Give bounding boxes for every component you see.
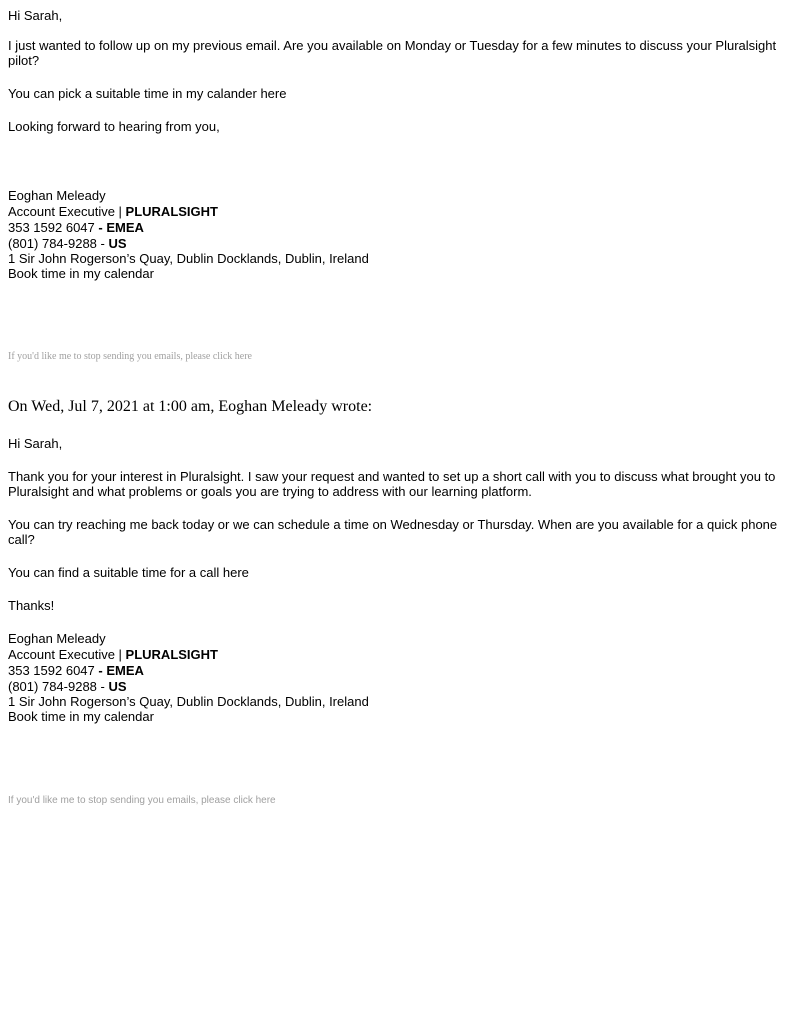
unsubscribe-text: If you'd like me to stop sending you emails, please — [8, 795, 234, 806]
signature-address: 1 Sir John Rogerson’s Quay, Dublin Docklands, Dublin, Ireland — [8, 694, 369, 709]
signature-role: Account Executive | — [8, 204, 126, 219]
signature-phone-us — [8, 236, 792, 251]
signature-calendar — [8, 266, 792, 281]
reply-greeting: Hi Sarah, — [8, 8, 63, 23]
reply-paragraph-2 — [8, 86, 792, 101]
us-label: US — [108, 679, 127, 694]
signature-calendar — [8, 709, 792, 724]
call-here-link[interactable]: here — [222, 565, 249, 580]
original-greeting: Hi Sarah, — [8, 436, 63, 451]
signature-name: Eoghan Meleady — [8, 631, 106, 646]
phone-us-number[interactable]: (801) 784-9288 - — [8, 236, 109, 251]
signature-company: PLURALSIGHT — [125, 204, 218, 219]
original-paragraph-2: You can try reaching me back today or we can schedule a time on Wednesday or Thursday. When are you available for a quick phone call? — [8, 517, 778, 547]
signature-title — [8, 647, 792, 662]
reply-paragraph-1: I just wanted to follow up on my previous email. Are you available on Monday or Tuesday for a few minutes to discuss your Pluralsight pilot? — [8, 38, 777, 68]
us-label: US — [108, 236, 127, 251]
quoted-header: On Wed, Jul 7, 2021 at 1:00 am, Eoghan Meleady wrote: — [8, 398, 373, 415]
signature-name: Eoghan Meleady — [8, 188, 106, 203]
original-paragraph-3-text: You can find a suitable time for a call — [8, 565, 223, 580]
reply-closing: Looking forward to hearing from you, — [8, 119, 220, 134]
original-paragraph-1: Thank you for your interest in Pluralsight. I saw your request and wanted to set up a short call with you to discuss what brought you to Pluralsight and what problems or goals you are trying to address with our learning platform. — [8, 469, 776, 499]
emea-label: - EMEA — [94, 220, 144, 235]
original-closing: Thanks! — [8, 598, 55, 613]
original-paragraph-3 — [8, 565, 792, 580]
book-calendar-link[interactable]: Book time in my calendar — [8, 709, 154, 724]
calendar-here-link[interactable]: here — [260, 86, 287, 101]
unsubscribe-text: If you'd like me to stop sending you emails, please — [8, 351, 213, 362]
signature-phone-emea — [8, 663, 792, 678]
phone-emea-number[interactable]: 353 1592 6047 — [8, 663, 95, 678]
signature-title — [8, 204, 792, 219]
signature-company: PLURALSIGHT — [125, 647, 218, 662]
reply-unsubscribe — [8, 351, 792, 363]
unsubscribe-link[interactable]: click here — [233, 795, 276, 806]
signature-role: Account Executive | — [8, 647, 126, 662]
original-unsubscribe — [8, 795, 792, 807]
signature-address: 1 Sir John Rogerson’s Quay, Dublin Docklands, Dublin, Ireland — [8, 251, 369, 266]
signature-phone-emea — [8, 220, 792, 235]
phone-us-number[interactable]: (801) 784-9288 - — [8, 679, 109, 694]
emea-label: - EMEA — [94, 663, 144, 678]
signature-phone-us — [8, 679, 792, 694]
phone-emea-number[interactable]: 353 1592 6047 — [8, 220, 95, 235]
reply-paragraph-2-text: You can pick a suitable time in my calander — [8, 86, 261, 101]
unsubscribe-link[interactable]: click here — [212, 351, 252, 362]
book-calendar-link[interactable]: Book time in my calendar — [8, 266, 154, 281]
